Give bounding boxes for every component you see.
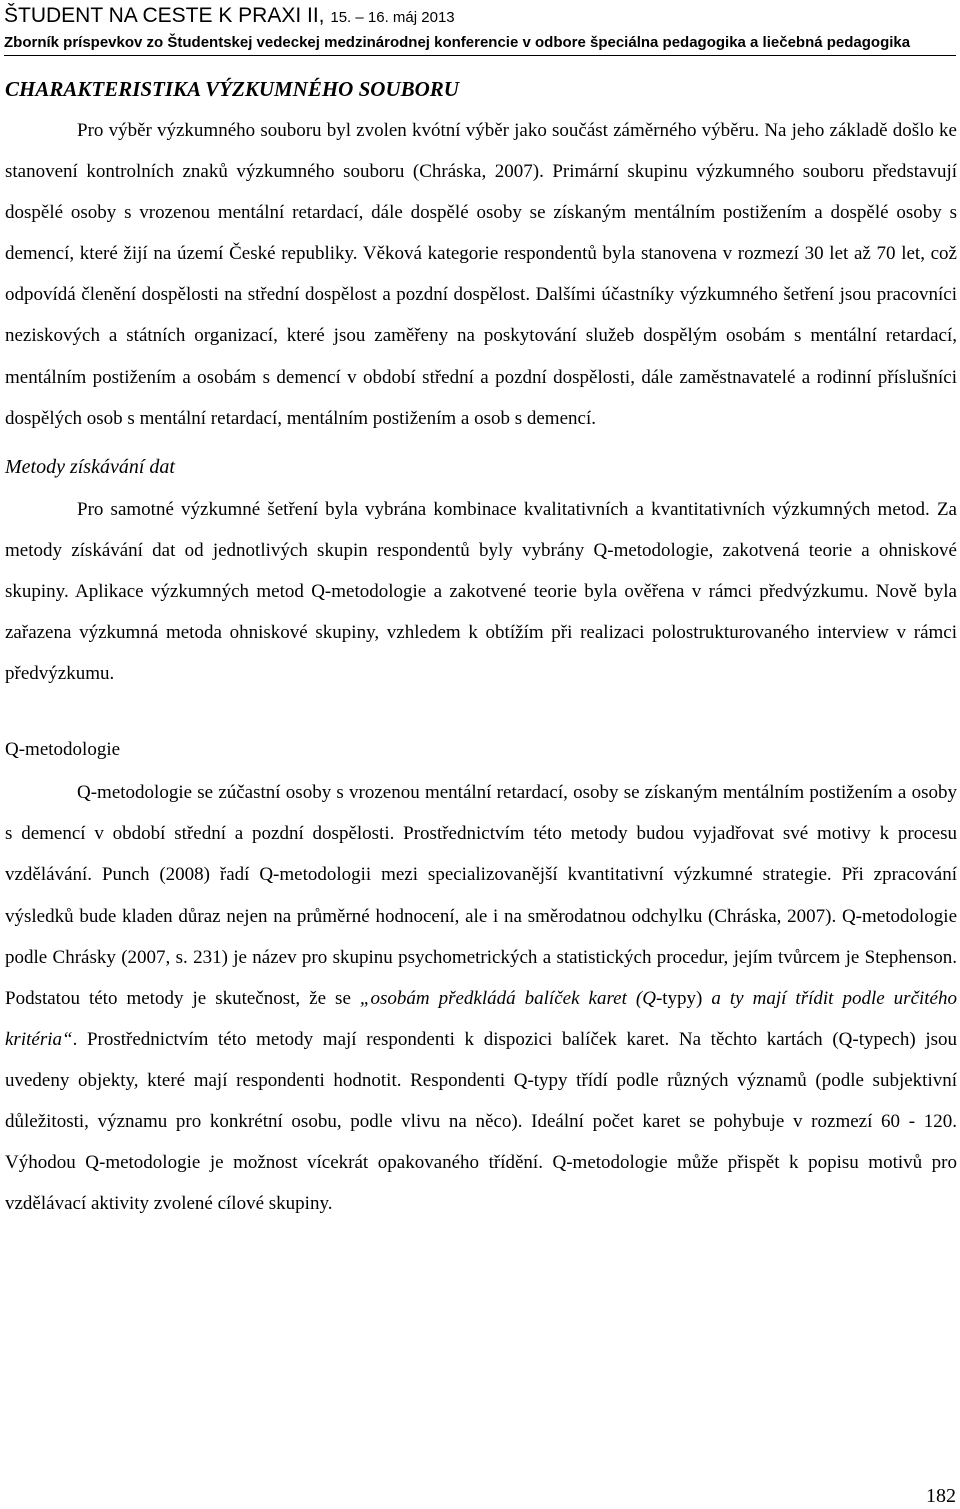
- section-paragraph: Pro výběr výzkumného souboru byl zvolen kvótní výběr jako součást záměrného výběru. Na jeho základě došlo ke stanovení kontrolních znaků výzkumného souboru (Chráska, 2007). Primární skupinu výzkumného souboru představují dospělé osoby s vrozenou mentální retardací, dále dospělé osoby se získaným mentálním postižením a dospělé osoby s demencí, které žijí na území České republiky. Věková kategorie respondentů byla stanovena v rozmezí 30 let až 70 let, což odpovídá členění dospělosti na střední dospělost a pozdní dospělost. Dalšími účastníky výzkumného šetření jsou pracovníci neziskových a státních organizací, které jsou zaměřeny na poskytování služeb dospělým osobám s mentální retardací, mentálním postižením a osobám s demencí v období střední a pozdní dospělosti, dále zaměstnavatelé a rodinní příslušníci dospělých osob s mentální retardací, mentálním postižením a osob s demencí.: [5, 120, 957, 429]
- main-content: [5, 68, 957, 1224]
- methods-heading: Metody získávání dat: [5, 455, 175, 478]
- header-title: [4, 2, 956, 32]
- qmethod-text-after-quote: . Prostřednictvím této metody mají respondenti k dispozici balíček karet. Na těchto kartách (Q-typech) jsou uvedeny objekty, které mají respondenti hodnotit. Respondenti Q-typy třídí podle různých významů (podle subjektivní důležitosti, významu pro konkrétní osobu, podle vlivu na něco). Ideální počet karet se pohybuje v rozmezí 60 - 120. Výhodou Q-metodologie je možnost vícekrát opakovaného třídění. Q-metodologie může přispět k popisu motivů pro vzdělávací aktivity zvolené cílové skupiny.: [5, 1028, 957, 1215]
- qmethod-heading: Q-metodologie: [5, 739, 121, 761]
- header-subtitle: Zborník príspevkov zo Študentskej vedeckej medzinárodnej konferencie v odbore špeciálna pedagogika a liečebná pedagogika: [4, 34, 911, 51]
- spacer: [5, 694, 957, 728]
- qmethod-paragraph: [5, 772, 957, 1224]
- running-header: [4, 2, 956, 54]
- header-divider: [4, 55, 956, 56]
- section-title: CHARAKTERISTIKA VÝZKUMNÉHO SOUBORU: [5, 77, 459, 101]
- qmethod-text-before-quote: Q-metodologie se zúčastní osoby s vrozenou mentální retardací, osoby se získaným mentálním postižením a osoby s demencí v období střední a pozdní dospělosti. Prostřednictvím této metody budou vyjadřovat své motivy k procesu vzdělávání. Punch (2008) řadí Q-metodologii mezi specializovanější kvantitativní výzkumné strategie. Při zpracování výsledků bude kladen důraz nejen na průměrné hodnocení, ale i na směrodatnou odchylku (Chráska, 2007). Q-metodologie podle Chrásky (2007, s. 231) je název pro skupinu psychometrických a statistických procedur, jejím tvůrcem je Stephenson. Podstatou této metody je skutečnost, že se: [5, 782, 957, 1009]
- quote-part-2: -typy): [655, 987, 703, 1009]
- quote-part-3: a ty mají třídit podle určitého kritéria“: [5, 987, 957, 1050]
- header-title-main: ŠTUDENT NA CESTE K PRAXI II,: [4, 4, 325, 27]
- methods-paragraph: Pro samotné výzkumné šetření byla vybrána kombinace kvalitativních a kvantitativních výzkumných metod. Za metody získávání dat od jednotlivých skupin respondentů byly vybrány Q-metodologie, zakotvená teorie a ohniskové skupiny. Aplikace výzkumných metod Q-metodologie a zakotvené teorie byla ověřena v rámci předvýzkumu. Nově byla zařazena výzkumná metoda ohniskové skupiny, vzhledem k obtížím při realizaci polostrukturovaného interview v rámci předvýzkumu.: [5, 498, 957, 685]
- page-number: 182: [926, 1485, 956, 1507]
- quote-part-1: „osobám předkládá balíček karet (Q: [359, 987, 656, 1009]
- header-date: 15. – 16. máj 2013: [330, 9, 455, 26]
